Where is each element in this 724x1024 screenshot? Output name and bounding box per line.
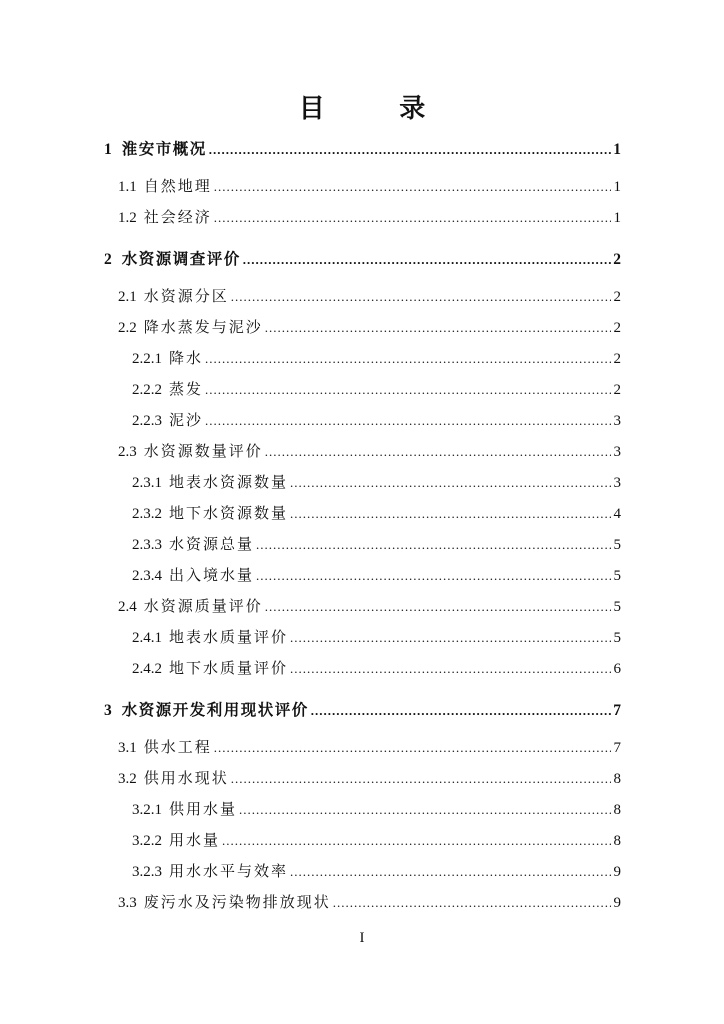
toc-entry-line: [132, 656, 621, 682]
toc-entry[interactable]: [0, 766, 724, 792]
toc-section-number: 1: [104, 141, 112, 158]
toc-entry-line: [118, 439, 621, 465]
toc-page-number: 3: [613, 413, 621, 429]
toc-section-number: 2.3.1: [132, 475, 162, 491]
toc-entry[interactable]: [0, 470, 724, 496]
toc-entry-line: [118, 594, 621, 620]
toc-dot-leader: [265, 594, 611, 620]
toc-dot-leader: [205, 346, 611, 372]
toc-entry-line: [118, 766, 621, 792]
toc-entry[interactable]: [0, 656, 724, 682]
toc-dot-leader: [214, 735, 611, 761]
toc-entry[interactable]: [0, 205, 724, 231]
toc-section-number: 2.1: [118, 289, 137, 305]
page-title: 目 录: [298, 94, 460, 123]
toc-entry[interactable]: [0, 346, 724, 372]
toc-section-title: 地表水质量评价: [169, 630, 289, 646]
toc-section-number: 2.3.2: [132, 506, 162, 522]
toc-page-number: 2: [613, 251, 621, 268]
toc-dot-leader: [231, 766, 611, 792]
toc-entry-line: [132, 797, 621, 823]
toc-entry[interactable]: [0, 594, 724, 620]
toc-section-title: 社会经济: [143, 210, 212, 226]
toc-section-title: 出入境水量: [169, 568, 255, 584]
toc-entry-line: [104, 247, 621, 273]
toc-page-number: 2: [613, 351, 621, 367]
toc-section-title: 自然地理: [143, 179, 212, 195]
toc-dot-leader: [256, 532, 611, 558]
toc-entry[interactable]: [0, 698, 724, 724]
toc-section-title: 水资源总量: [169, 537, 255, 553]
toc-entry[interactable]: [0, 174, 724, 200]
toc-entry-line: [132, 501, 621, 527]
toc-page-number: 3: [613, 444, 621, 460]
toc-section-number: 3.2: [118, 771, 137, 787]
toc-entry-line: [132, 563, 621, 589]
toc-entry[interactable]: [0, 735, 724, 761]
toc-entry[interactable]: [0, 439, 724, 465]
toc-section-number: 3.2.1: [132, 802, 162, 818]
toc-entry-line: [104, 698, 621, 724]
toc-entry[interactable]: [0, 890, 724, 916]
toc-dot-leader: [214, 205, 611, 231]
toc-entry-line: [132, 859, 621, 885]
toc-section-number: 2.2.2: [132, 382, 162, 398]
toc-page-number: 7: [613, 740, 621, 756]
toc-section-title: 供用水现状: [143, 771, 229, 787]
toc-page-number: 1: [613, 179, 621, 195]
toc-entry-line: [118, 205, 621, 231]
toc-page-number: 6: [613, 661, 621, 677]
toc-section-title: 供用水量: [169, 802, 238, 818]
toc-dot-leader: [311, 698, 611, 724]
toc-section-title: 地表水资源数量: [169, 475, 289, 491]
toc-page-number: 2: [613, 382, 621, 398]
toc-dot-leader: [265, 315, 611, 341]
toc-dot-leader: [290, 501, 611, 527]
toc-entry-line: [132, 532, 621, 558]
toc-section-title: 地下水资源数量: [169, 506, 289, 522]
toc-section-title: 供水工程: [143, 740, 212, 756]
toc-section-number: 3: [104, 702, 112, 719]
toc-entry[interactable]: [0, 828, 724, 854]
toc-page-number: 1: [613, 141, 621, 158]
toc-entry[interactable]: [0, 501, 724, 527]
toc-dot-leader: [214, 174, 611, 200]
toc-entry[interactable]: [0, 247, 724, 273]
toc-entry-line: [118, 315, 621, 341]
toc-dot-leader: [231, 284, 611, 310]
toc-page-number: 2: [613, 289, 621, 305]
toc-entry-line: [118, 890, 621, 916]
toc-page-number: 5: [613, 599, 621, 615]
toc-entry-line: [132, 346, 621, 372]
toc-entry-line: [118, 735, 621, 761]
toc-section-number: 2.3.3: [132, 537, 162, 553]
toc-section-number: 3.2.3: [132, 864, 162, 880]
toc-section-title: 地下水质量评价: [169, 661, 289, 677]
toc-page-number: 8: [613, 802, 621, 818]
toc-page-number: 8: [613, 771, 621, 787]
toc-entry-line: [132, 625, 621, 651]
toc-dot-leader: [205, 408, 611, 434]
toc-page-number: 2: [613, 320, 621, 336]
toc-dot-leader: [243, 247, 611, 273]
toc-entry-line: [118, 174, 621, 200]
toc-entry[interactable]: [0, 532, 724, 558]
page-number: I: [359, 930, 365, 946]
toc-dot-leader: [256, 563, 611, 589]
toc-section-title: 降水: [169, 351, 204, 367]
toc-entry-line: [132, 470, 621, 496]
toc-page-number: 9: [613, 895, 621, 911]
toc-page-number: 5: [613, 568, 621, 584]
toc-dot-leader: [290, 656, 611, 682]
toc-entry-line: [118, 284, 621, 310]
toc-section-number: 1.2: [118, 210, 137, 226]
toc-dot-leader: [222, 828, 611, 854]
toc-entry[interactable]: [0, 315, 724, 341]
toc-section-number: 3.1: [118, 740, 137, 756]
toc-page-number: 9: [613, 864, 621, 880]
toc-section-number: 2.3: [118, 444, 137, 460]
toc-entry-line: [132, 377, 621, 403]
toc-page-number: 7: [613, 702, 621, 719]
toc-section-number: 3.3: [118, 895, 137, 911]
toc-entry[interactable]: [0, 137, 724, 163]
toc-section-title: 水资源开发利用现状评价: [121, 702, 309, 719]
toc-entry-line: [104, 137, 621, 163]
toc-dot-leader: [290, 859, 611, 885]
toc-entry-line: [132, 828, 621, 854]
toc-page-number: 1: [613, 210, 621, 226]
toc-page-number: 8: [613, 833, 621, 849]
toc-section-title: 泥沙: [169, 413, 204, 429]
toc-page-number: 5: [613, 537, 621, 553]
toc-section-number: 2.4.2: [132, 661, 162, 677]
toc-section-number: 2.4.1: [132, 630, 162, 646]
toc-dot-leader: [265, 439, 611, 465]
toc-entry[interactable]: [0, 859, 724, 885]
toc-entry[interactable]: [0, 797, 724, 823]
toc-section-title: 降水蒸发与泥沙: [143, 320, 263, 336]
toc-section-title: 水资源数量评价: [143, 444, 263, 460]
toc-dot-leader: [333, 890, 611, 916]
toc-entry[interactable]: [0, 625, 724, 651]
toc-section-number: 2.2.3: [132, 413, 162, 429]
toc-dot-leader: [290, 625, 611, 651]
toc-section-title: 水资源质量评价: [143, 599, 263, 615]
toc-page-number: 4: [613, 506, 621, 522]
toc-section-title: 用水量: [169, 833, 221, 849]
toc-dot-leader: [239, 797, 611, 823]
toc-section-number: 2.2.1: [132, 351, 162, 367]
toc-page-number: 5: [613, 630, 621, 646]
toc-section-number: 2.2: [118, 320, 137, 336]
toc-dot-leader: [205, 377, 611, 403]
toc-section-title: 水资源分区: [143, 289, 229, 305]
toc-section-title: 蒸发: [169, 382, 204, 398]
toc-dot-leader: [209, 137, 611, 163]
toc-dot-leader: [290, 470, 611, 496]
toc-section-title: 用水水平与效率: [169, 864, 289, 880]
toc-section-title: 水资源调查评价: [121, 251, 241, 268]
toc-entry[interactable]: [0, 563, 724, 589]
toc-section-title: 淮安市概况: [121, 141, 207, 158]
toc-entry[interactable]: [0, 377, 724, 403]
toc-entry[interactable]: [0, 284, 724, 310]
toc-entry-line: [132, 408, 621, 434]
toc-section-number: 2.3.4: [132, 568, 162, 584]
toc-section-number: 1.1: [118, 179, 137, 195]
toc-entry[interactable]: [0, 408, 724, 434]
toc-section-number: 2: [104, 251, 112, 268]
toc-section-title: 废污水及污染物排放现状: [143, 895, 331, 911]
toc-section-number: 3.2.2: [132, 833, 162, 849]
toc-section-number: 2.4: [118, 599, 137, 615]
toc-page-number: 3: [613, 475, 621, 491]
